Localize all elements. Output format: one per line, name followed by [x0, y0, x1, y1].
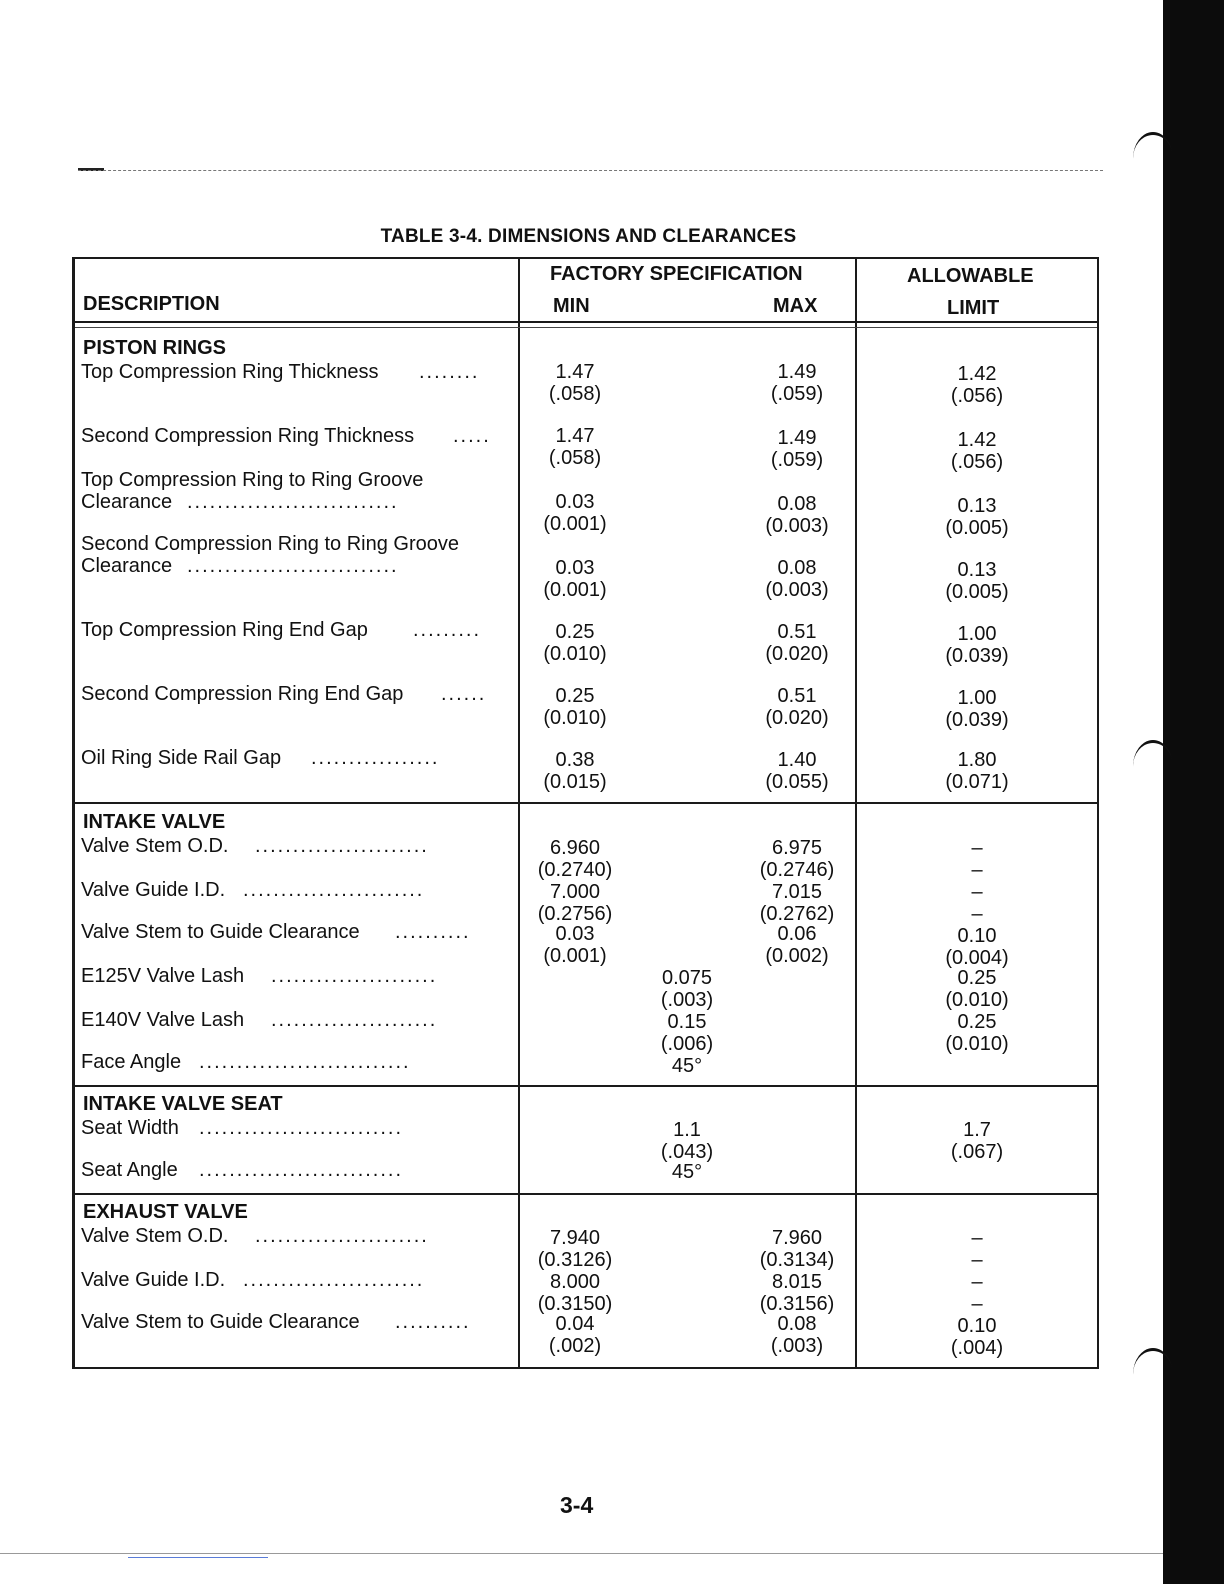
min-value: 0.38 (0.015)	[543, 749, 607, 793]
row-description: Top Compression Ring Thickness	[81, 361, 379, 383]
min-value: 7.000 (0.2756)	[537, 881, 613, 925]
row-description: Oil Ring Side Rail Gap	[81, 747, 282, 769]
row-description: Second Compression Ring to Ring Groove	[81, 533, 459, 555]
dot-leader: ........	[419, 361, 480, 383]
header-max: MAX	[773, 295, 818, 317]
row-description: Seat Width	[81, 1117, 179, 1139]
header-rule	[75, 327, 1097, 328]
limit-value: 1.7 (.067)	[950, 1119, 1004, 1163]
min-value: 0.25 (0.010)	[543, 621, 607, 665]
min-value: 0.04 (.002)	[548, 1313, 602, 1357]
limit-value: 0.10 (.004)	[950, 1315, 1004, 1359]
min-value: 6.960 (0.2740)	[537, 837, 613, 881]
dot-leader: ..........	[395, 921, 471, 943]
dot-leader: ......	[441, 683, 487, 705]
limit-value: 1.42 (.056)	[950, 363, 1004, 407]
section-heading: EXHAUST VALVE	[83, 1201, 248, 1223]
min-value: 0.03 (0.001)	[543, 923, 607, 967]
row-description: Second Compression Ring Thickness	[81, 425, 415, 447]
row-description: Valve Guide I.D.	[81, 1269, 226, 1291]
max-value: 0.51 (0.020)	[765, 621, 829, 665]
column-divider	[855, 259, 857, 1367]
row-description: Face Angle	[81, 1051, 182, 1073]
table-title: TABLE 3-4. DIMENSIONS AND CLEARANCES	[380, 226, 797, 247]
header-description: DESCRIPTION	[83, 293, 220, 315]
max-value: 0.51 (0.020)	[765, 685, 829, 729]
dot-leader: .......................	[255, 1225, 429, 1247]
limit-value: 0.13 (0.005)	[945, 559, 1009, 603]
section-divider	[75, 802, 1097, 804]
limit-value: 0.25 (0.010)	[945, 967, 1009, 1011]
dot-leader: ........................	[243, 1269, 425, 1291]
min-value: 8.000 (0.3150)	[537, 1271, 613, 1315]
header-factory-spec: FACTORY SPECIFICATION	[550, 263, 803, 285]
nominal-value: 1.1 (.043)	[660, 1119, 714, 1163]
max-value: 6.975 (0.2746)	[759, 837, 835, 881]
row-description: Top Compression Ring End Gap	[81, 619, 368, 641]
max-value: 0.08 (.003)	[770, 1313, 824, 1357]
max-value: 0.08 (0.003)	[765, 557, 829, 601]
max-value: 7.960 (0.3134)	[759, 1227, 835, 1271]
limit-value: 1.00 (0.039)	[945, 687, 1009, 731]
header-min: MIN	[553, 295, 590, 317]
max-value: 0.08 (0.003)	[765, 493, 829, 537]
nominal-value: 0.15 (.006)	[660, 1011, 714, 1055]
section-heading: INTAKE VALVE SEAT	[83, 1093, 283, 1115]
nominal-value: 0.075 (.003)	[660, 967, 714, 1011]
dot-leader: ........................	[243, 879, 425, 901]
min-value: 0.25 (0.010)	[543, 685, 607, 729]
limit-value: – –	[971, 1271, 983, 1315]
dot-leader: ......................	[271, 1009, 438, 1031]
row-description: Clearance	[81, 555, 173, 577]
section-divider	[75, 1085, 1097, 1087]
binder-ring	[1133, 740, 1173, 793]
dot-leader: ............................	[199, 1051, 411, 1073]
limit-value: – –	[971, 881, 983, 925]
dot-leader: .................	[311, 747, 440, 769]
min-value: 1.47 (.058)	[548, 425, 602, 469]
max-value: 0.06 (0.002)	[765, 923, 829, 967]
bottom-link-rule	[128, 1557, 268, 1558]
dot-leader: .........	[413, 619, 482, 641]
limit-value: 0.25 (0.010)	[945, 1011, 1009, 1055]
min-value: 0.03 (0.001)	[543, 557, 607, 601]
header-allowable: ALLOWABLE	[907, 265, 1034, 287]
row-description: Clearance	[81, 491, 173, 513]
limit-value: 0.10 (0.004)	[945, 925, 1009, 969]
row-description: E125V Valve Lash	[81, 965, 245, 987]
row-description: Valve Stem to Guide Clearance	[81, 1311, 360, 1333]
row-description: Valve Stem to Guide Clearance	[81, 921, 360, 943]
row-description: Top Compression Ring to Ring Groove	[81, 469, 424, 491]
dot-leader: ............................	[187, 491, 399, 513]
dot-leader: ...........................	[199, 1117, 404, 1139]
limit-value: – –	[971, 1227, 983, 1271]
min-value: 7.940 (0.3126)	[537, 1227, 613, 1271]
dot-leader: ..........	[395, 1311, 471, 1333]
min-value: 0.03 (0.001)	[543, 491, 607, 535]
max-value: 8.015 (0.3156)	[759, 1271, 835, 1315]
binder-ring	[1133, 132, 1173, 185]
dot-leader: ............................	[187, 555, 399, 577]
row-description: Valve Stem O.D.	[81, 835, 229, 857]
min-value: 1.47 (.058)	[548, 361, 602, 405]
dimensions-table	[72, 257, 1099, 1369]
dot-leader: ...........................	[199, 1159, 404, 1181]
section-heading: PISTON RINGS	[83, 337, 226, 359]
limit-value: 1.80 (0.071)	[945, 749, 1009, 793]
row-description: E140V Valve Lash	[81, 1009, 245, 1031]
binder-ring	[1133, 1348, 1173, 1401]
limit-value: – –	[971, 837, 983, 881]
bottom-rule	[0, 1553, 1163, 1554]
max-value: 1.49 (.059)	[770, 427, 824, 471]
max-value: 7.015 (0.2762)	[759, 881, 835, 925]
limit-value: 1.42 (.056)	[950, 429, 1004, 473]
dot-leader: .....	[453, 425, 491, 447]
nominal-value: 45°	[671, 1161, 703, 1183]
top-rule	[78, 170, 1103, 171]
row-description: Seat Angle	[81, 1159, 178, 1181]
nominal-value: 45°	[671, 1055, 703, 1077]
section-heading: INTAKE VALVE	[83, 811, 226, 833]
header-limit: LIMIT	[947, 297, 1000, 319]
max-value: 1.49 (.059)	[770, 361, 824, 405]
max-value: 1.40 (0.055)	[765, 749, 829, 793]
row-description: Second Compression Ring End Gap	[81, 683, 404, 705]
header-rule	[75, 321, 1097, 323]
page-number: 3-4	[560, 1492, 594, 1518]
row-description: Valve Guide I.D.	[81, 879, 226, 901]
dot-leader: .......................	[255, 835, 429, 857]
row-description: Valve Stem O.D.	[81, 1225, 229, 1247]
limit-value: 0.13 (0.005)	[945, 495, 1009, 539]
limit-value: 1.00 (0.039)	[945, 623, 1009, 667]
section-divider	[75, 1193, 1097, 1195]
dot-leader: ......................	[271, 965, 438, 987]
